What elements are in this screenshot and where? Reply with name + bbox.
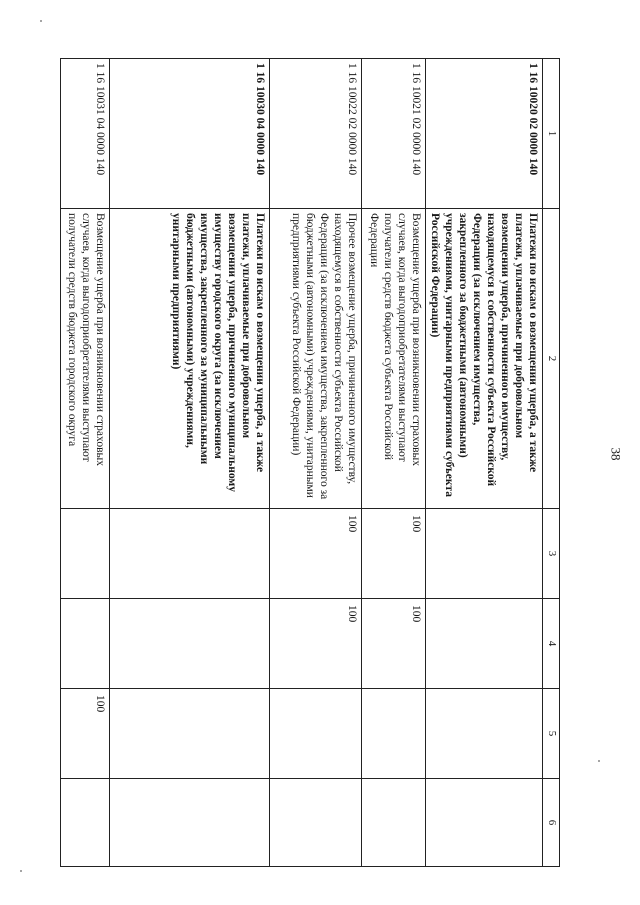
header-col-6: 6 (543, 779, 560, 867)
row-code: 1 16 10022 02 0000 140 (269, 59, 361, 209)
row-name: Возмещение ущерба при возникновении страховых случаев, когда выгодоприобретателями выступают получатели средств бюджета городского округа (61, 209, 110, 509)
row-name: Платежи по искам о возмещении ущерба, а также платежи, уплачиваемые при добровольном возмещении ущерба, причиненного имуществу, находящемуся в собственности субъекта Российской Федерации (за исключением имущества, закрепленного за бюджетными (автономными) учреждениями, унитарными предприятиями субъекта Российской Федерации) (425, 209, 542, 509)
table-row (109, 59, 269, 867)
row-col-4: 100 (361, 599, 425, 689)
row-col-3 (425, 509, 542, 599)
row-col-4 (109, 599, 269, 689)
row-code: 1 16 10030 04 0000 140 (109, 59, 269, 209)
row-col-3 (109, 509, 269, 599)
row-col-4: 100 (269, 599, 361, 689)
row-col-5: 100 (61, 689, 110, 779)
table-row (361, 59, 425, 867)
scan-speck (40, 20, 42, 22)
row-col-5 (269, 689, 361, 779)
table-row (269, 59, 361, 867)
row-name: Прочее возмещение ущерба, причиненного имуществу, находящемуся в собственности субъекта Российской Федерации (за исключением имущества, закрепленного за бюджетными (автономными) учреждениями, унитарными предприятиями субъекта Российской Федерации) (269, 209, 361, 509)
scan-speck (20, 870, 22, 872)
row-code: 1 16 10021 02 0000 140 (361, 59, 425, 209)
row-col-5 (109, 689, 269, 779)
row-col-5 (425, 689, 542, 779)
row-col-4 (61, 599, 110, 689)
row-col-5 (361, 689, 425, 779)
table-header-row (543, 59, 560, 867)
row-col-4 (425, 599, 542, 689)
header-col-4: 4 (543, 599, 560, 689)
header-col-1: 1 (543, 59, 560, 209)
table-row (61, 59, 110, 867)
row-col-3: 100 (269, 509, 361, 599)
row-name: Возмещение ущерба при возникновении страховых случаев, когда выгодоприобретателями выступают получатели средств бюджета субъекта Российской Федерации (361, 209, 425, 509)
header-col-3: 3 (543, 509, 560, 599)
header-col-2: 2 (543, 209, 560, 509)
income-distribution-table (60, 58, 560, 867)
row-name: Платежи по искам о возмещении ущерба, а также платежи, уплачиваемые при добровольном возмещении ущерба, причиненного муниципальному имуществу городского округа (за исключением имущества, закрепленного за муниципальными бюджетными (автономными) учреждениями, унитарными предприятиями) (109, 209, 269, 509)
row-col-6 (61, 779, 110, 867)
row-col-6 (269, 779, 361, 867)
row-col-6 (425, 779, 542, 867)
row-col-3: 100 (361, 509, 425, 599)
table-row (425, 59, 542, 867)
row-code: 1 16 10031 04 0000 140 (61, 59, 110, 209)
row-col-6 (109, 779, 269, 867)
page-number: 38 (608, 447, 624, 461)
row-col-3 (61, 509, 110, 599)
income-table-container (60, 58, 560, 866)
scan-speck (598, 760, 600, 762)
row-code: 1 16 10020 02 0000 140 (425, 59, 542, 209)
row-col-6 (361, 779, 425, 867)
header-col-5: 5 (543, 689, 560, 779)
